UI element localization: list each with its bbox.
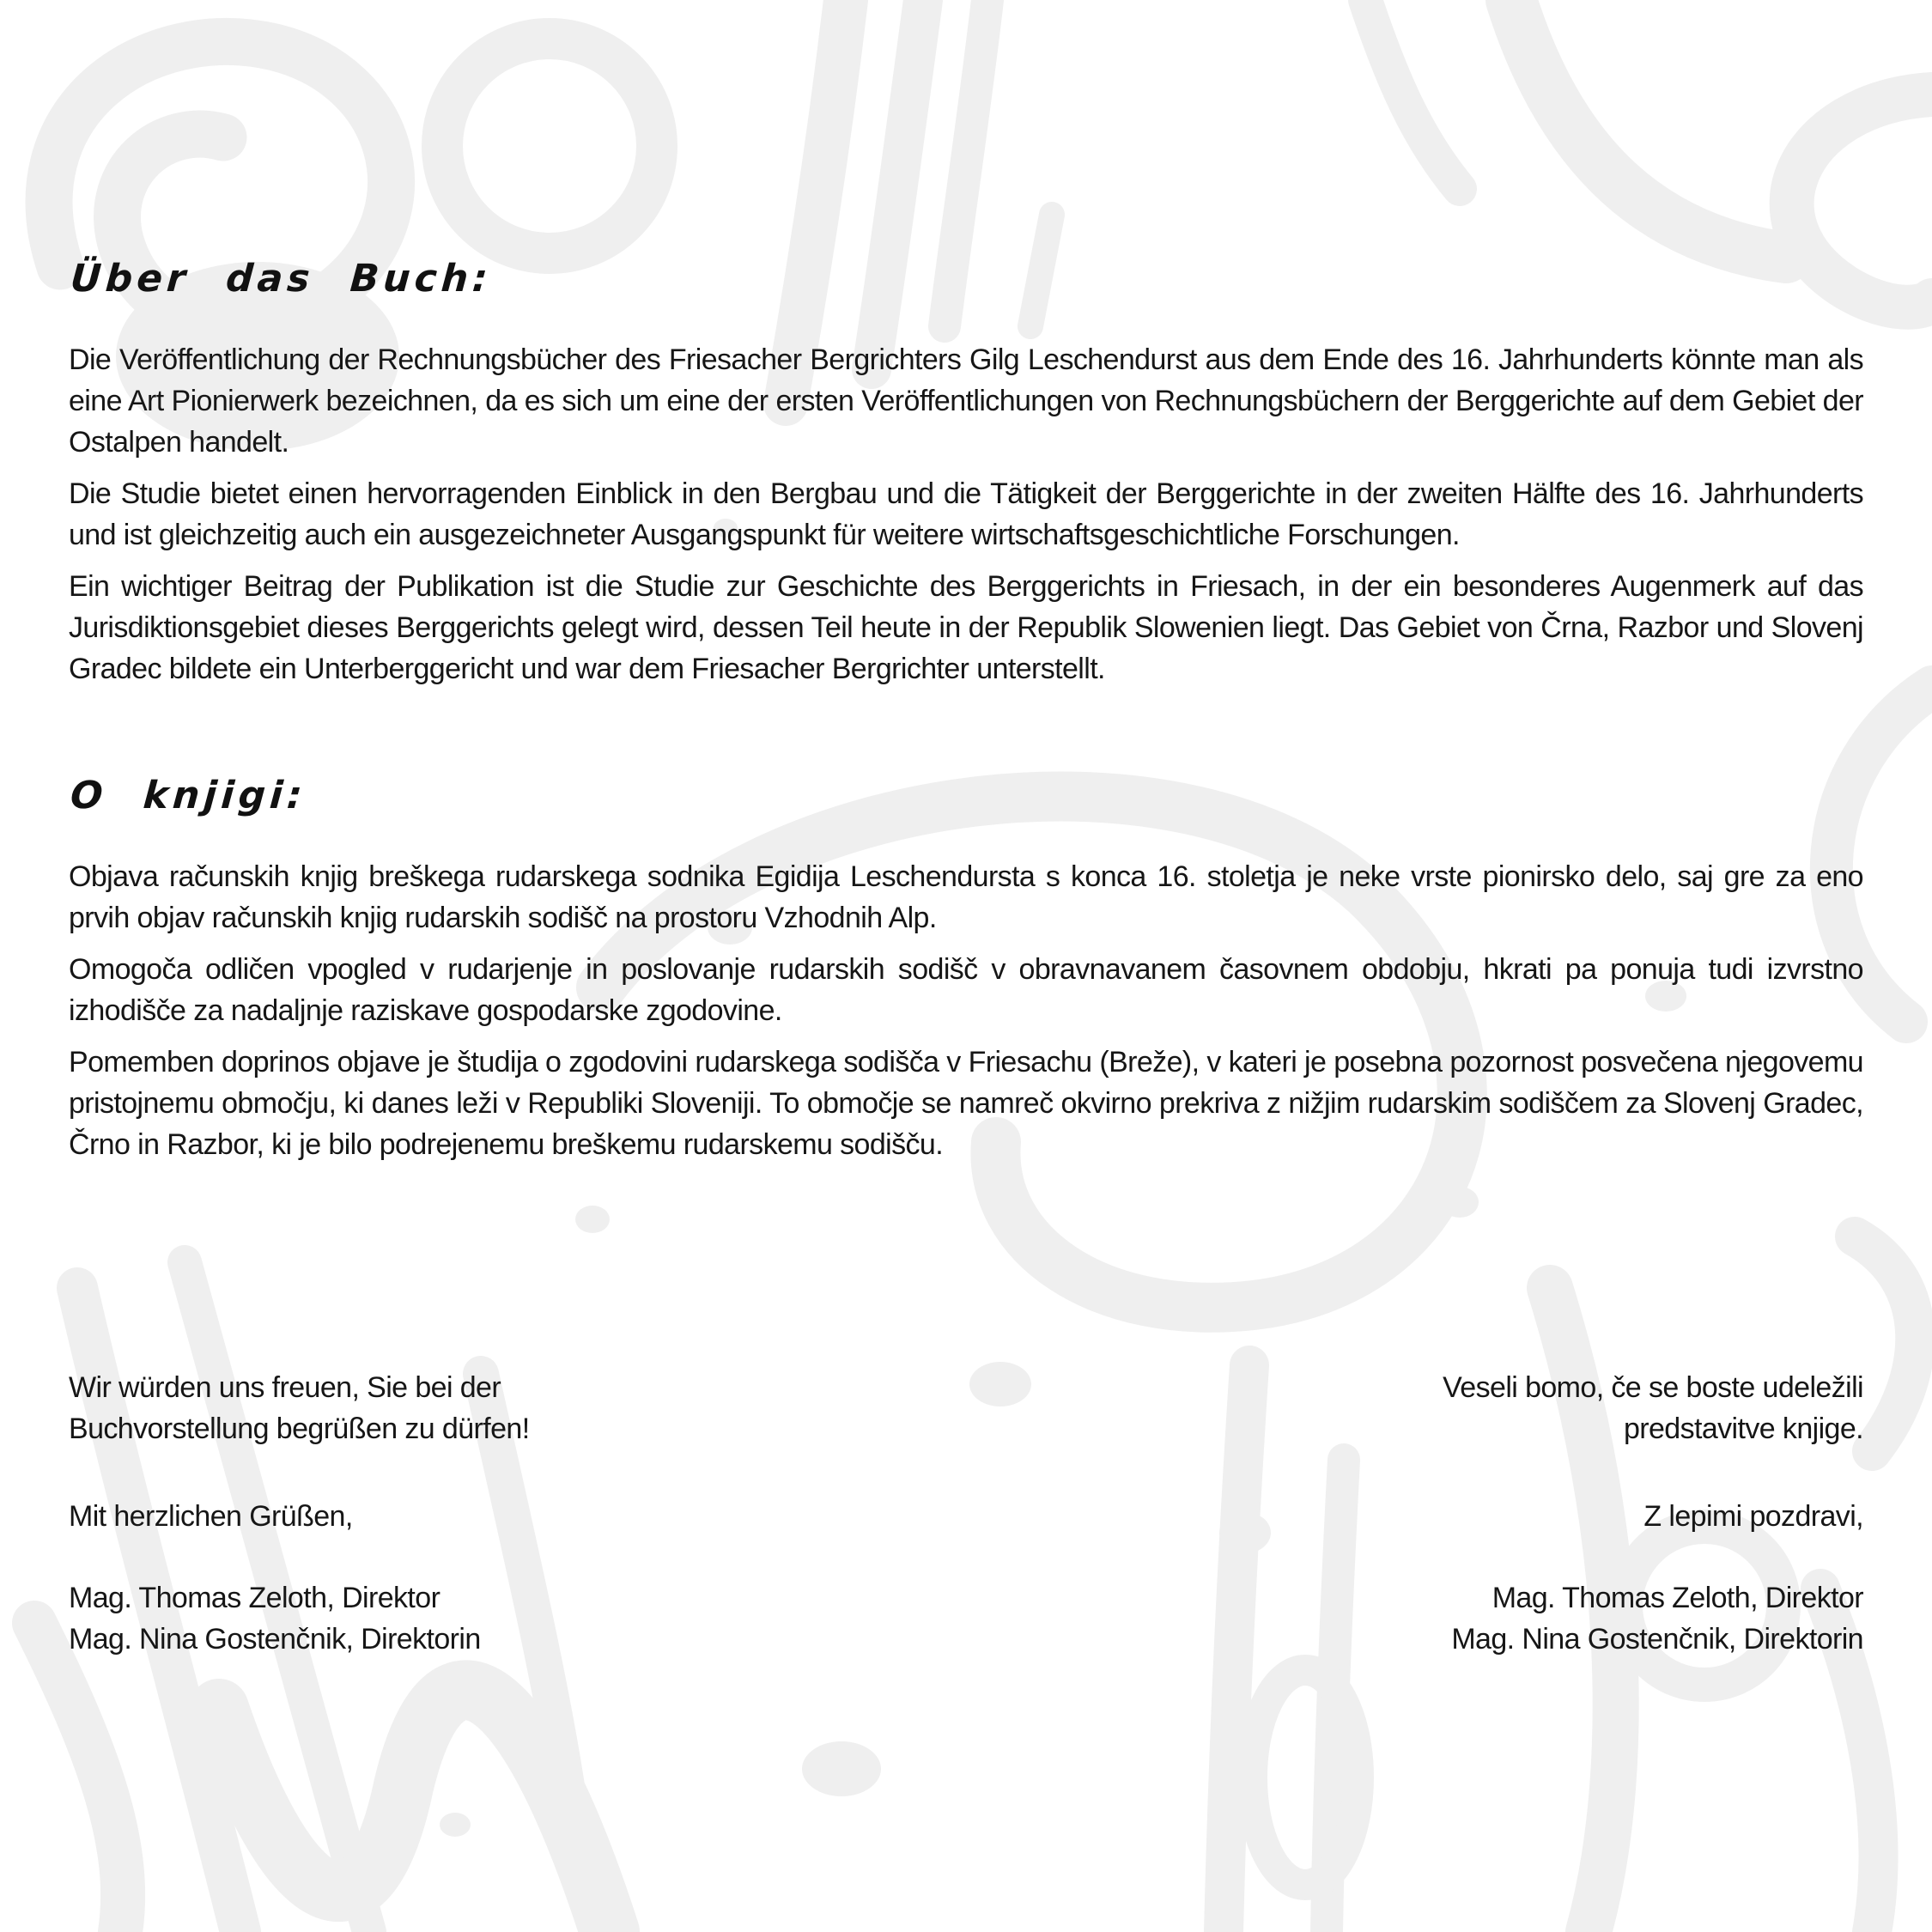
slovenian-paragraph-2: Omogoča odličen vpogled v rudarjenje in poslovanje rudarskih sodišč v obravnavanem časovnem obdobju, hkrati pa ponuja tudi izvrstno izhodišče za nadaljnje raziskave gospodarske zgodovine.	[69, 953, 1863, 1027]
signatures-german	[69, 1577, 481, 1660]
slovenian-section-heading: O knjigi:	[69, 774, 308, 817]
signature-directress: Mag. Nina Gostenčnik, Direktorin	[69, 1623, 481, 1656]
invitation-german: Wir würden uns freuen, Sie bei der Buchvorstellung begrüßen zu dürfen!	[69, 1371, 530, 1445]
greeting-german: Mit herzlichen Grüßen,	[69, 1500, 353, 1533]
closing-invitation-row	[69, 1367, 1863, 1449]
signature-director: Mag. Thomas Zeloth, Direktor	[69, 1582, 440, 1614]
slovenian-paragraph-1: Objava računskih knjig breškega rudarskega sodnika Egidija Leschendursta s konca 16. stoletja je neke vrste pionirsko delo, saj gre za eno prvih objav računskih knjig rudarskih sodišč na prostoru Vzhodnih Alp.	[69, 860, 1863, 934]
signature-director: Mag. Thomas Zeloth, Direktor	[1492, 1582, 1863, 1614]
german-paragraph-3: Ein wichtiger Beitrag der Publikation ist die Studie zur Geschichte des Berggerichts in Friesach, in der ein besonderes Augenmerk auf das Jurisdiktionsgebiet dieses Berggerichts gelegt wird, dessen Teil heute in der Republik Slowenien liegt. Das Gebiet von Črna, Razbor und Slovenj Gradec bildete ein Unterberggericht und war dem Friesacher Bergrichter unterstellt.	[69, 570, 1863, 685]
closing-signature-row	[69, 1577, 1863, 1660]
german-section-heading: Über das Buch:	[69, 257, 494, 301]
german-paragraph-2: Die Studie bietet einen hervorragenden Einblick in den Bergbau und die Tätigkeit der Berggerichte in der zweiten Hälfte des 16. Jahrhunderts und ist gleichzeitig auch ein ausgezeichneter Ausgangspunkt für weitere wirtschaftsgeschichtliche Forschungen.	[69, 477, 1863, 551]
signatures-slovenian	[1451, 1577, 1863, 1660]
invitation-slovenian: Veseli bomo, če se boste udeležili predstavitve knjige.	[1443, 1371, 1863, 1445]
greeting-slovenian: Z lepimi pozdravi,	[1643, 1500, 1863, 1533]
signature-directress: Mag. Nina Gostenčnik, Direktorin	[1451, 1623, 1863, 1656]
closing-greeting-row	[69, 1496, 1863, 1537]
slovenian-paragraph-3: Pomemben doprinos objave je študija o zgodovini rudarskega sodišča v Friesachu (Breže), v kateri je posebna pozornost posvečena njegovemu pristojnemu območju, ki danes leži v Republiki Sloveniji. To območje se namreč okvirno prekriva z nižjim rudarskim sodiščem za Slovenj Gradec, Črno in Razbor, ki je bilo podrejenemu breškemu rudarskemu sodišču.	[69, 1046, 1863, 1161]
german-paragraph-1: Die Veröffentlichung der Rechnungsbücher des Friesacher Bergrichters Gilg Leschendurst aus dem Ende des 16. Jahrhunderts könnte man als eine Art Pionierwerk bezeichnen, da es sich um eine der ersten Veröffentlichungen von Rechnungsbüchern der Berggerichte auf dem Gebiet der Ostalpen handelt.	[69, 343, 1863, 459]
